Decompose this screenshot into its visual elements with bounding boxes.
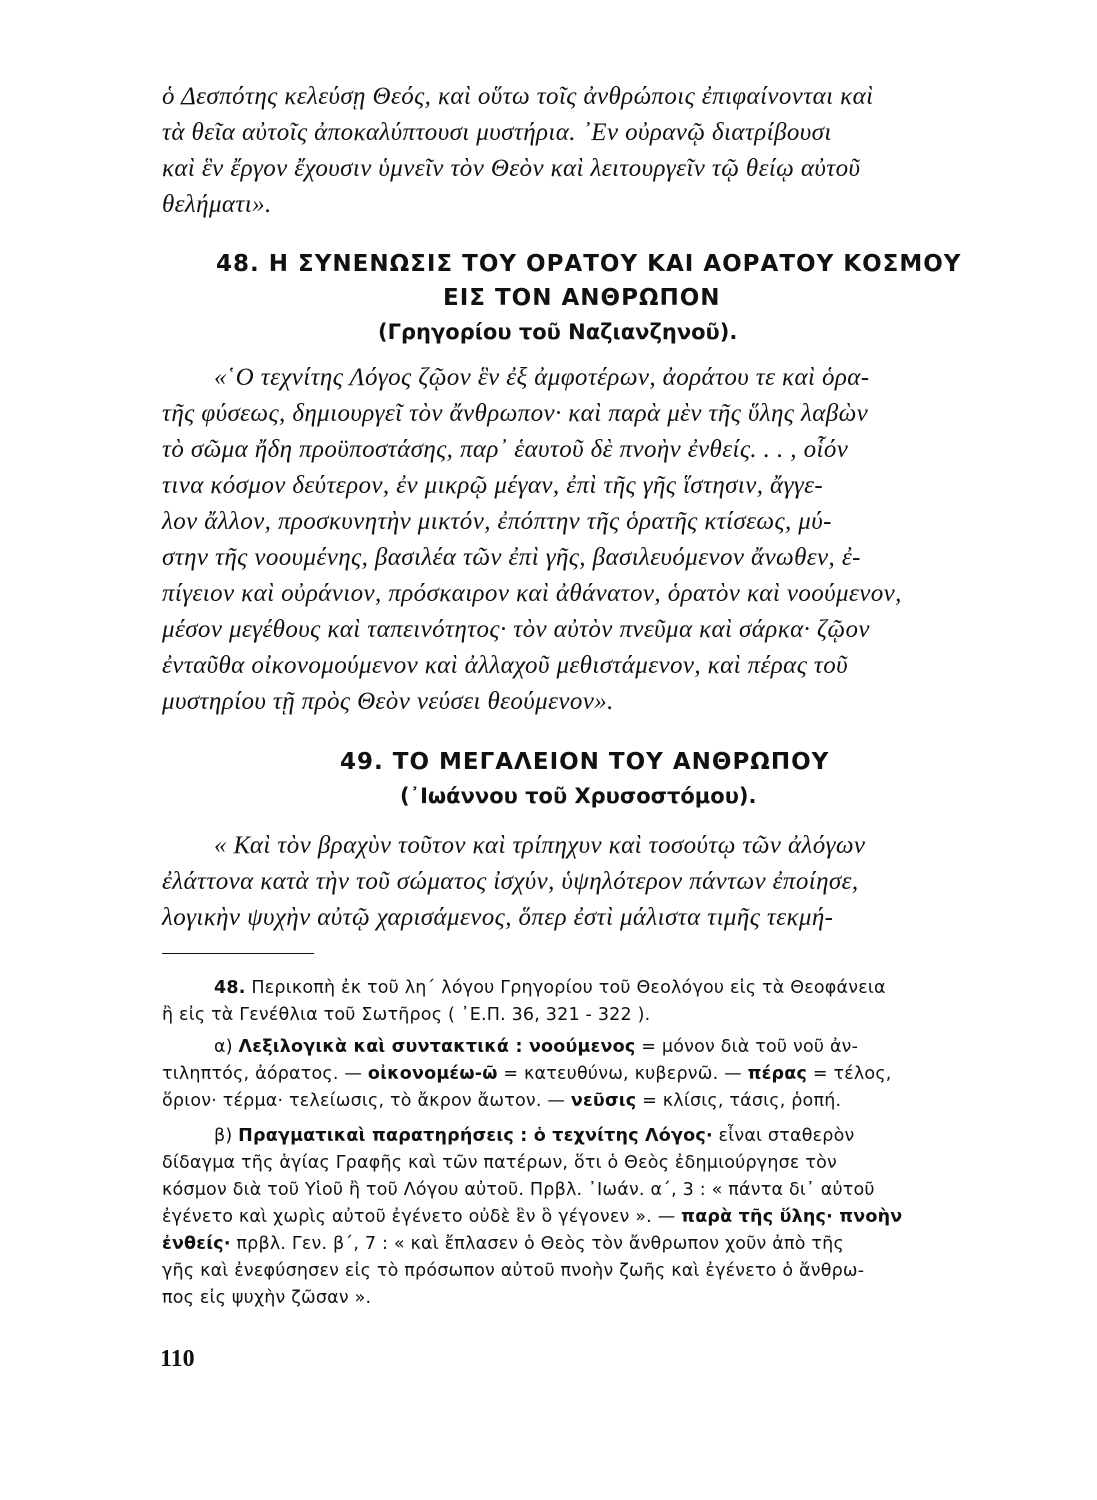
footnote-line: ἐνθείς· πρβλ. Γεν. β΄, 7 : « καὶ ἔπλασεν ὁ Θεὸς τὸν ἄνθρωπον χοῦν ἀπὸ τῆς	[162, 1234, 844, 1254]
page-number: 110	[160, 1346, 195, 1372]
section-48-text-line: «῾Ο τεχνίτης Λόγος ζῷον ἓν ἐξ ἀμφοτέρων, ἀοράτου τε καὶ ὁρα-	[214, 364, 870, 391]
section-48-text-line: μυστηρίου τῇ πρὸς Θεὸν νεύσει θεούμενον».	[162, 688, 614, 715]
footnote-line: ὅριον· τέρμα· τελείωσις, τὸ ἄκρον ἄωτον. — νεῦσις = κλίσις, τάσις, ῥοπή.	[162, 1091, 842, 1111]
intro-line: θελήματι».	[162, 191, 272, 218]
section-48-heading-line2: ΕΙΣ ΤΟΝ ΑΝΘΡΩΠΟΝ	[443, 285, 721, 311]
footnote-line: πος εἰς ψυχὴν ζῶσαν ».	[162, 1288, 372, 1308]
footnote-term: πέρας	[747, 1064, 808, 1084]
intro-line: καὶ ἓν ἔργον ἔχουσιν ὑμνεῖν τὸν Θεὸν καὶ λειτουργεῖν τῷ θείῳ αὐτοῦ	[162, 155, 861, 182]
footnote-term: Λεξιλογικὰ καὶ συντακτικά : νοούμενος	[238, 1037, 636, 1057]
footnote-number: 48.	[214, 978, 246, 998]
footnote-line: α) Λεξιλογικὰ καὶ συντακτικά : νοούμενος = μόνον διὰ τοῦ νοῦ ἀν-	[214, 1037, 859, 1057]
section-48-text-line: πίγειον καὶ οὐράνιον, πρόσκαιρον καὶ ἀθάνατον, ὁρατὸν καὶ νοούμενον,	[162, 580, 902, 607]
section-49-text-line: λογικὴν ψυχὴν αὐτῷ χαρισάμενος, ὅπερ ἐστὶ μάλιστα τιμῆς τεκμή-	[162, 904, 834, 931]
footnote-term: ἐνθείς·	[162, 1234, 231, 1254]
section-48-text-line: τῆς φύσεως, δημιουργεῖ τὸν ἄνθρωπον· καὶ παρὰ μὲν τῆς ὕλης λαβὼν	[162, 400, 869, 427]
section-48-text-line: μέσον μεγέθους καὶ ταπεινότητος· τὸν αὐτὸν πνεῦμα καὶ σάρκα· ζῷον	[162, 616, 870, 643]
section-48-text-line: λον ἄλλον, προσκυνητὴν μικτόν, ἐπόπτην τῆς ὁρατῆς κτίσεως, μύ-	[162, 508, 832, 535]
footnote-line: δίδαγμα τῆς ἁγίας Γραφῆς καὶ τῶν πατέρων, ὅτι ὁ Θεὸς ἐδημιούργησε τὸν	[162, 1153, 837, 1173]
section-49-text-line: ἐλάττονα κατὰ τὴν τοῦ σώματος ἰσχύν, ὑψηλότερον πάντων ἐποίησε,	[162, 868, 859, 895]
intro-line: ὁ Δεσπότης κελεύσῃ Θεός, καὶ οὕτω τοῖς ἀνθρώποις ἐπιφαίνονται καὶ	[162, 83, 874, 110]
section-48-text-line: στην τῆς νοουμένης, βασιλέα τῶν ἐπὶ γῆς, βασιλευόμενον ἄνωθεν, ἐ-	[162, 544, 861, 571]
footnote-line: γῆς καὶ ἐνεφύσησεν εἰς τὸ πρόσωπον αὐτοῦ πνοὴν ζωῆς καὶ ἐγένετο ὁ ἄνθρω-	[162, 1261, 865, 1281]
section-49-heading: 49. ΤΟ ΜΕΓΑΛΕΙΟΝ ΤΟΥ ΑΝΘΡΩΠΟΥ	[340, 749, 830, 775]
section-49-text-line: « Καὶ τὸν βραχὺν τοῦτον καὶ τρίπηχυν καὶ τοσούτῳ τῶν ἀλόγων	[214, 832, 866, 859]
footnote-term: νεῦσις	[570, 1091, 637, 1111]
section-49-source: (᾿Ιωάννου τοῦ Χρυσοστόμου).	[400, 784, 757, 808]
footnote-separator	[162, 953, 314, 954]
section-48-heading: 48. Η ΣΥΝΕΝΩΣΙΣ ΤΟΥ ΟΡΑΤΟΥ ΚΑΙ ΑΟΡΑΤΟΥ ΚΟΣΜΟΥ	[216, 251, 962, 277]
footnote-line: ἐγένετο καὶ χωρὶς αὐτοῦ ἐγένετο οὐδὲ ἓν ὃ γέγονεν ». — παρὰ τῆς ὕλης· πνοὴν	[162, 1207, 903, 1227]
footnote-term: οἰκονομέω-ῶ	[367, 1064, 498, 1084]
footnote-term: παρὰ τῆς ὕλης· πνοὴν	[681, 1207, 903, 1227]
footnote-line: κόσμον διὰ τοῦ Υἱοῦ ἢ τοῦ Λόγου αὐτοῦ. Πρβλ. ᾿Ιωάν. α΄, 3 : « πάντα δι᾿ αὐτοῦ	[162, 1180, 875, 1200]
footnote-line: ἢ εἰς τὰ Γενέθλια τοῦ Σωτῆρος ( ᾿Ε.Π. 36, 321 - 322 ).	[162, 1005, 651, 1025]
footnote-line: τιληπτός, ἀόρατος. — οἰκονομέω-ῶ = κατευθύνω, κυβερνῶ. — πέρας = τέλος,	[162, 1064, 892, 1084]
footnote-term: Πραγματικαὶ παρατηρήσεις : ὁ τεχνίτης Λόγος·	[238, 1126, 713, 1146]
section-48-text-line: τινα κόσμον δεύτερον, ἐν μικρῷ μέγαν, ἐπὶ τῆς γῆς ἵστησιν, ἄγγε-	[162, 472, 824, 499]
intro-line: τὰ θεῖα αὐτοῖς ἀποκαλύπτουσι μυστήρια. ᾿Εν οὐρανῷ διατρίβουσι	[162, 119, 832, 146]
section-48-text-line: ἐνταῦθα οἰκονομούμενον καὶ ἀλλαχοῦ μεθιστάμενον, καὶ πέρας τοῦ	[162, 652, 849, 679]
footnote-line: β) Πραγματικαὶ παρατηρήσεις : ὁ τεχνίτης Λόγος· εἶναι σταθερὸν	[214, 1126, 855, 1146]
footnote-line: 48. Περικοπὴ ἐκ τοῦ λη΄ λόγου Γρηγορίου τοῦ Θεολόγου εἰς τὰ Θεοφάνεια	[214, 978, 886, 998]
section-48-source: (Γρηγορίου τοῦ Ναζιανζηνοῦ).	[378, 320, 738, 344]
section-48-text-line: τὸ σῶμα ἤδη προϋποστάσης, παρ᾿ ἑαυτοῦ δὲ πνοὴν ἐνθείς. . . , οἷόν	[162, 436, 849, 463]
